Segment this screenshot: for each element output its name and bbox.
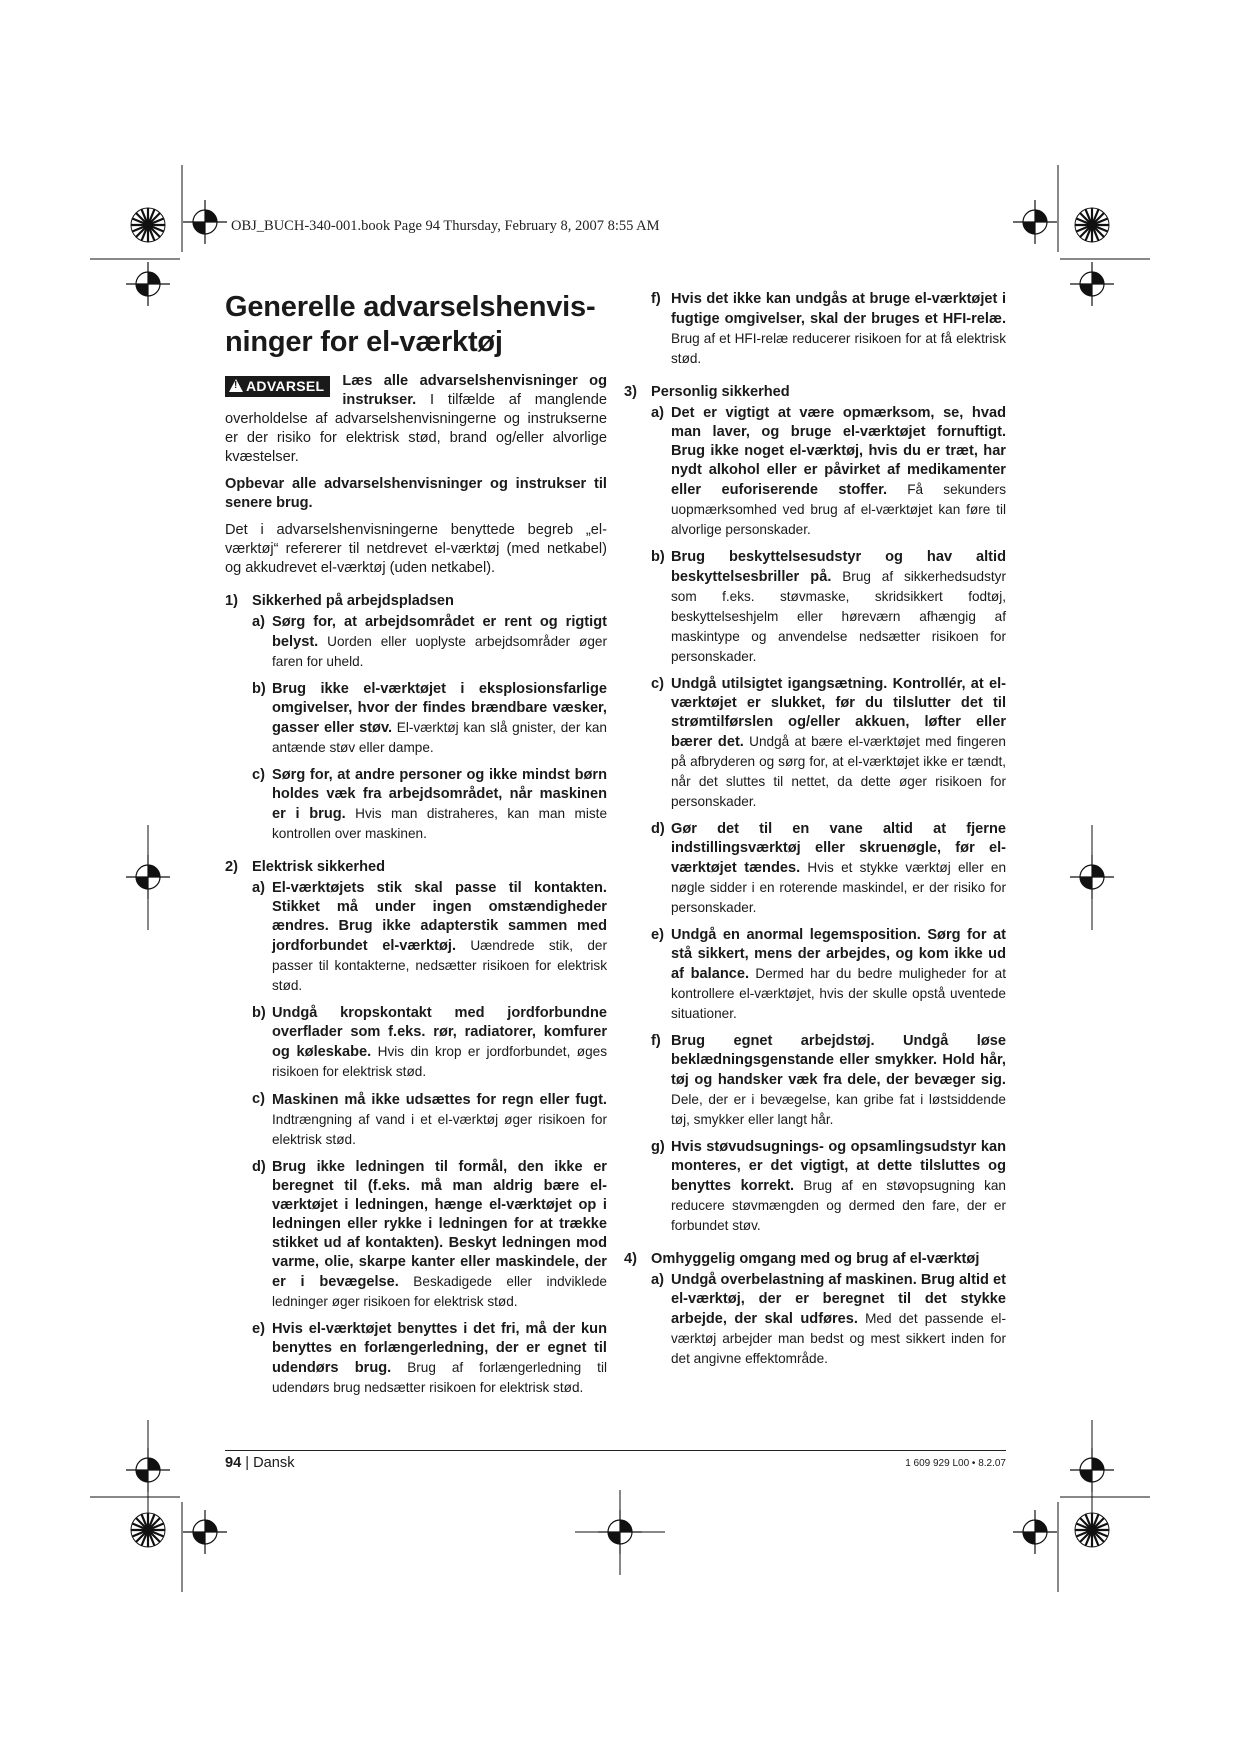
item-bold: Brug ikke ledningen til formål, den ikke er beregnet til (f.eks. må man aldrig bære el-værktøjet i ledningen, hænge el-værktøjet op i ledningen eller rykke i ledningen for at trække stikket ud af kontakten). Beskyt ledningen mod varme, olie, skarpe kanter eller maskindele, der er i bevægelse. [272, 1159, 607, 1290]
item-text: Indtrængning af vand i et el-værktøj øger risikoen for elektrisk stød. [272, 1112, 607, 1147]
item-letter: f) [651, 1033, 661, 1049]
footer-code: 1 609 929 L00 • 8.2.07 [905, 1458, 1006, 1469]
page-title [225, 290, 607, 360]
footer-page-label [225, 1455, 295, 1471]
item-text: Brug af sikkerhedsudstyr som f.eks. støvmaske, skridsikkert fodtøj, beskyttelseshjelm eller høreværn afhængig af maskintype og anvendelse nedsætter risikoen for personskader. [671, 569, 1006, 664]
item-bold: Undgå en anormal legemsposition. Sørg for at stå sikkert, mens der arbejdes, og kom ikke ud af balance. [671, 927, 1006, 982]
item-bold: Sørg for, at andre personer og ikke mindst børn holdes væk fra arbejdsområdet, når maskinen er i brug. [272, 767, 607, 822]
footer-language: Dansk [253, 1455, 295, 1471]
item-letter: e) [252, 1321, 265, 1337]
warning-badge-label: ADVARSEL [246, 378, 325, 394]
item-letter: c) [651, 676, 664, 692]
list-item [651, 820, 1006, 918]
item-letter: a) [252, 614, 265, 630]
item-letter: b) [252, 1005, 266, 1021]
item-bold: Maskinen må ikke udsættes for regn eller fugt. [272, 1092, 607, 1108]
item-text: Undgå at bære el-værktøjet med fingeren på afbryderen og sørg for, at el-værktøjet ikke er tændt, når det sluttes til nettet, da dette øger risikoen for personskader. [671, 734, 1006, 809]
item-text: Dermed har du bedre muligheder for at kontrollere el-værktøjet, hvis der skulle opstå uventede situationer. [671, 966, 1007, 1021]
item-letter: g) [651, 1139, 665, 1155]
warning-block [225, 372, 607, 467]
warning-text: I tilfælde af manglende overholdelse af advarselshenvisningerne og instrukserne er der risiko for elektrisk stød, brand og/eller alvorlige kvæstelser. [225, 392, 607, 465]
section-heading [624, 1250, 1006, 1269]
warning-badge [225, 376, 330, 397]
list-item [651, 675, 1006, 812]
item-text: Hvis man distraheres, kan man miste kontrollen over maskinen. [272, 806, 607, 841]
item-letter: c) [252, 1091, 265, 1107]
section-title: Sikkerhed på arbejdspladsen [252, 593, 454, 609]
list-item [252, 1090, 607, 1150]
right-column [624, 290, 1006, 1377]
item-text: Brug af forlængerledning til udendørs brug nedsætter risikoen for elektrisk stød. [272, 1360, 607, 1395]
warning-triangle-icon [229, 379, 243, 392]
item-bold: Gør det til en vane altid at fjerne indstillingsværktøj eller skruenøgle, før el-værktøjet tændes. [671, 821, 1006, 876]
list-item [651, 1271, 1006, 1369]
list-item [252, 766, 607, 844]
list-item [252, 613, 607, 672]
item-text: Dele, der er i bevægelse, kan gribe fat i løstsiddende tøj, smykker eller langt hår. [671, 1092, 1006, 1127]
item-text: Brug af et HFI-relæ reducerer risikoen for at få elektrisk stød. [671, 331, 1006, 366]
section-heading [225, 592, 607, 611]
item-letter: a) [651, 405, 664, 421]
item-bold: El-værktøjets stik skal passe til kontakten. Stikket må under ingen omstændigheder ændres. Brug ikke adapterstik sammen med jordforbundet el-værktøj. [272, 880, 607, 954]
section-number: 2) [225, 859, 238, 875]
section-heading [624, 383, 1006, 402]
item-text: Med det passende el-værktøj arbejder man bedst og mest sikkert inden for det angivne effektområde. [671, 1311, 1006, 1366]
section-number: 4) [624, 1251, 637, 1267]
item-text: Beskadigede eller indviklede ledninger øger risikoen for elektrisk stød. [272, 1274, 607, 1309]
item-text: Hvis din krop er jordforbundet, øges risikoen for elektrisk stød. [272, 1044, 607, 1079]
item-letter: d) [252, 1159, 266, 1175]
item-bold: Hvis støvudsugnings- og opsamlingsudstyr kan monteres, er det vigtigt, at dette tilsluttes og benyttes korrekt. [671, 1139, 1006, 1194]
item-text: Uorden eller uoplyste arbejdsområder øger faren for uheld. [272, 634, 607, 669]
item-bold: Undgå overbelastning af maskinen. Brug altid et el-værktøj, der er beregnet til det stykke arbejde, der skal udføres. [671, 1272, 1006, 1327]
item-text: Hvis et stykke værktøj eller en nøgle sidder i en roterende maskindel, er der risiko for personskader. [671, 860, 1006, 915]
left-column [225, 290, 607, 1406]
item-bold: Hvis el-værktøjet benyttes i det fri, må der kun benyttes en forlængerledning, der er egnet til udendørs brug. [272, 1321, 607, 1376]
item-bold: Brug egnet arbejdstøj. Undgå løse beklædningsgenstande eller smykker. Hold hår, tøj og handsker væk fra dele, der bevæger sig. [671, 1033, 1006, 1088]
list-item [651, 1138, 1006, 1236]
item-bold: Hvis det ikke kan undgås at bruge el-værktøjet i fugtige omgivelser, skal der bruges et HFI-relæ. [671, 291, 1006, 327]
section-number: 3) [624, 384, 637, 400]
item-bold: Brug beskyttelsesudstyr og hav altid beskyttelsesbriller på. [671, 549, 1006, 585]
footer-separator: | [241, 1455, 254, 1471]
item-bold: Undgå kropskontakt med jordforbundne overflader som f.eks. rør, radiatorer, komfurer og køleskabe. [272, 1005, 607, 1060]
item-letter: a) [252, 880, 265, 896]
list-item [651, 548, 1006, 667]
footer-rule [225, 1450, 1006, 1451]
item-letter: a) [651, 1272, 664, 1288]
item-text: El-værktøj kan slå gnister, der kan antænde støv eller dampe. [272, 720, 607, 755]
section-title: Elektrisk sikkerhed [252, 859, 386, 875]
list-item [252, 680, 607, 758]
item-text: Brug af en støvopsugning kan reducere støvmængden og dermed den fare, der er forbundet støv. [671, 1178, 1006, 1233]
page-title-line-2: ninger for el-værktøj [225, 326, 503, 358]
item-bold: Undgå utilsigtet igangsætning. Kontrollér, at el-værktøjet er slukket, før du tilslutter det til strømtilførslen og/eller akkuen, løfter eller bærer det. [671, 676, 1006, 750]
list-item [252, 879, 607, 996]
item-letter: e) [651, 927, 664, 943]
item-text: Uændrede stik, der passer til kontakterne, nedsætter risikoen for elektrisk stød. [272, 938, 607, 993]
item-letter: f) [651, 291, 661, 307]
item-letter: d) [651, 821, 665, 837]
item-bold: Sørg for, at arbejdsområdet er rent og rigtigt belyst. [272, 614, 607, 650]
keep-note: Opbevar alle advarselshenvisninger og instrukser til senere brug. [225, 476, 607, 511]
list-item [651, 926, 1006, 1024]
list-item [651, 1032, 1006, 1130]
item-bold: Det er vigtigt at være opmærksom, se, hvad man laver, og bruge el-værktøjet fornuftigt. Brug ikke noget el-værktøj, hvis du er træt, har nydt alkohol eller er påvirket af medikamenter eller euforiserende stoffer. [671, 405, 1006, 498]
item-letter: b) [252, 681, 266, 697]
section-title: Personlig sikkerhed [651, 384, 790, 400]
list-item [651, 404, 1006, 540]
page-number: 94 [225, 1455, 242, 1471]
item-text: Få sekunders uopmærksomhed ved brug af el-værktøjet kan føre til alvorlige personskader. [671, 482, 1006, 537]
definition-paragraph: Det i advarselshenvisningerne benyttede begreb „el-værktøj“ refererer til netdrevet el-værktøj (med netkabel) og akkudrevet el-værktøj (uden netkabel). [225, 522, 607, 576]
list-item [651, 290, 1006, 369]
section-number: 1) [225, 593, 238, 609]
section-title: Omhyggelig omgang med og brug af el-værktøj [651, 1251, 980, 1267]
page-title-line-1: Generelle advarselshenvis- [225, 291, 596, 323]
list-item [252, 1320, 607, 1398]
section-heading [225, 858, 607, 877]
item-letter: c) [252, 767, 265, 783]
list-item [252, 1004, 607, 1082]
item-bold: Brug ikke el-værktøjet i eksplosionsfarlige omgivelser, hvor der findes brændbare væsker, gasser eller støv. [272, 681, 607, 736]
warning-lead: Læs alle advarselshenvisninger og instrukser. [342, 373, 607, 408]
print-header: OBJ_BUCH-340-001.book Page 94 Thursday, February 8, 2007 8:55 AM [231, 218, 660, 234]
list-item [252, 1158, 607, 1312]
item-letter: b) [651, 549, 665, 565]
